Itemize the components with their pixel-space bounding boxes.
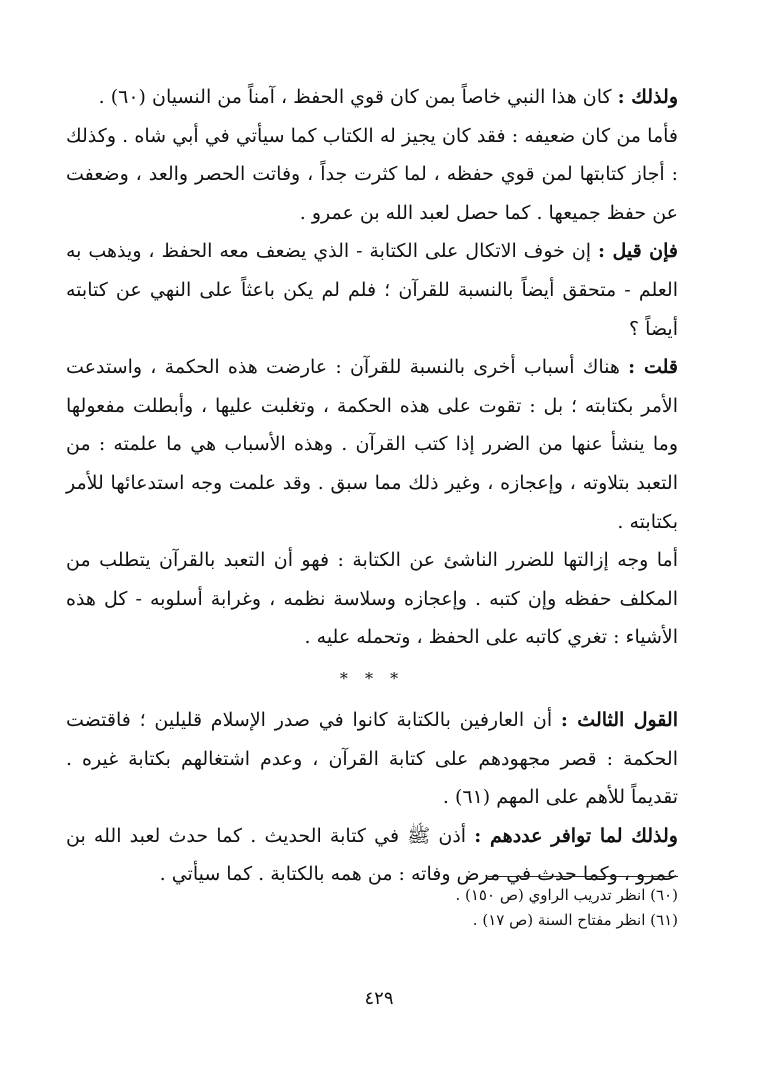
paragraph-1: [66, 78, 678, 117]
footnotes: [66, 876, 678, 933]
paragraph-1-lead: ولذلك :: [617, 86, 678, 108]
paragraph-4-text: هناك أسباب أخرى بالنسبة للقرآن : عارضت هذه الحكمة ، واستدعت الأمر بكتابته ؛ بل : تقوت على هذه الحكمة ، وتغلبت عليها ، وأبطلت مفعولها وما ينشأ عنها من الضرر إذا كتب القرآن . وهذه الأسباب هي ما علمته : من التعبد بتلاوته ، وإعجازه ، وغير ذلك مما سبق . وقد علمت وجه استدعائها للأمر بكتابته .: [66, 356, 678, 533]
main-text: [66, 78, 678, 894]
paragraph-5: أما وجه إزالتها للضرر الناشئ عن الكتابة : فهو أن التعبد بالقرآن يتطلب من المكلف حفظه وإن كتبه . وإعجازه وسلاسة نظمه ، وغرابة أسلوبه - كل هذه الأشياء : تغري كاتبه على الحفظ ، وتحمله عليه .: [66, 549, 678, 649]
paragraph-6: [66, 701, 678, 817]
footnote-rule: [488, 876, 678, 877]
section-separator: * * *: [339, 668, 405, 688]
paragraph-2: فأما من كان ضعيفه : فقد كان يجيز له الكتاب كما سيأتي في أبي شاه . وكذلك : أجاز كتابتها لمن قوي حفظه ، لما كثرت جداً ، وفاتت الحصر والعد ، وضعفت عن حفظ جميعها . كما حصل لعبد الله بن عمرو .: [66, 124, 678, 224]
footnote-61: (٦١) انظر مفتاح السنة (ص ١٧) .: [472, 911, 678, 929]
paragraph-6-text: أن العارفين بالكتابة كانوا في صدر الإسلام قليلين ؛ فاقتضت الحكمة : قصر مجهودهم على كتابة القرآن ، وعدم اشتغالهم بكتابة غيره . تقديماً للأهم على المهم (٦١) .: [66, 708, 678, 809]
paragraph-7-lead: ولذلك لما توافر عددهم :: [474, 824, 678, 847]
page-number: ٤٢٩: [364, 988, 394, 1009]
paragraph-4-lead: قلت :: [628, 356, 678, 379]
paragraph-3-text: إن خوف الاتكال على الكتابة - الذي يضعف معه الحفظ ، ويذهب به العلم - متحقق أيضاً بالنسبة للقرآن ؛ فلم لم يكن باعثاً على النهي عن كتابته أيضاً ؟: [66, 240, 678, 340]
paragraph-1-text: كان هذا النبي خاصاً بمن كان قوي الحفظ ، آمناً من النسيان (٦٠) .: [98, 86, 618, 108]
paragraph-4: [66, 348, 678, 541]
paragraph-7-text: أذن ﷺ في كتابة الحديث . كما حدث لعبد الله بن عمرو ، وكما حدث في مرض وفاته : من همه بالكتابة . كما سيأتي .: [66, 824, 678, 886]
paragraph-3-lead: فإن قيل :: [597, 240, 678, 263]
paragraph-6-lead: القول الثالث :: [560, 708, 678, 731]
paragraph-3: [66, 232, 678, 348]
footnote-60: (٦٠) انظر تدريب الراوي (ص ١٥٠) .: [455, 886, 678, 904]
